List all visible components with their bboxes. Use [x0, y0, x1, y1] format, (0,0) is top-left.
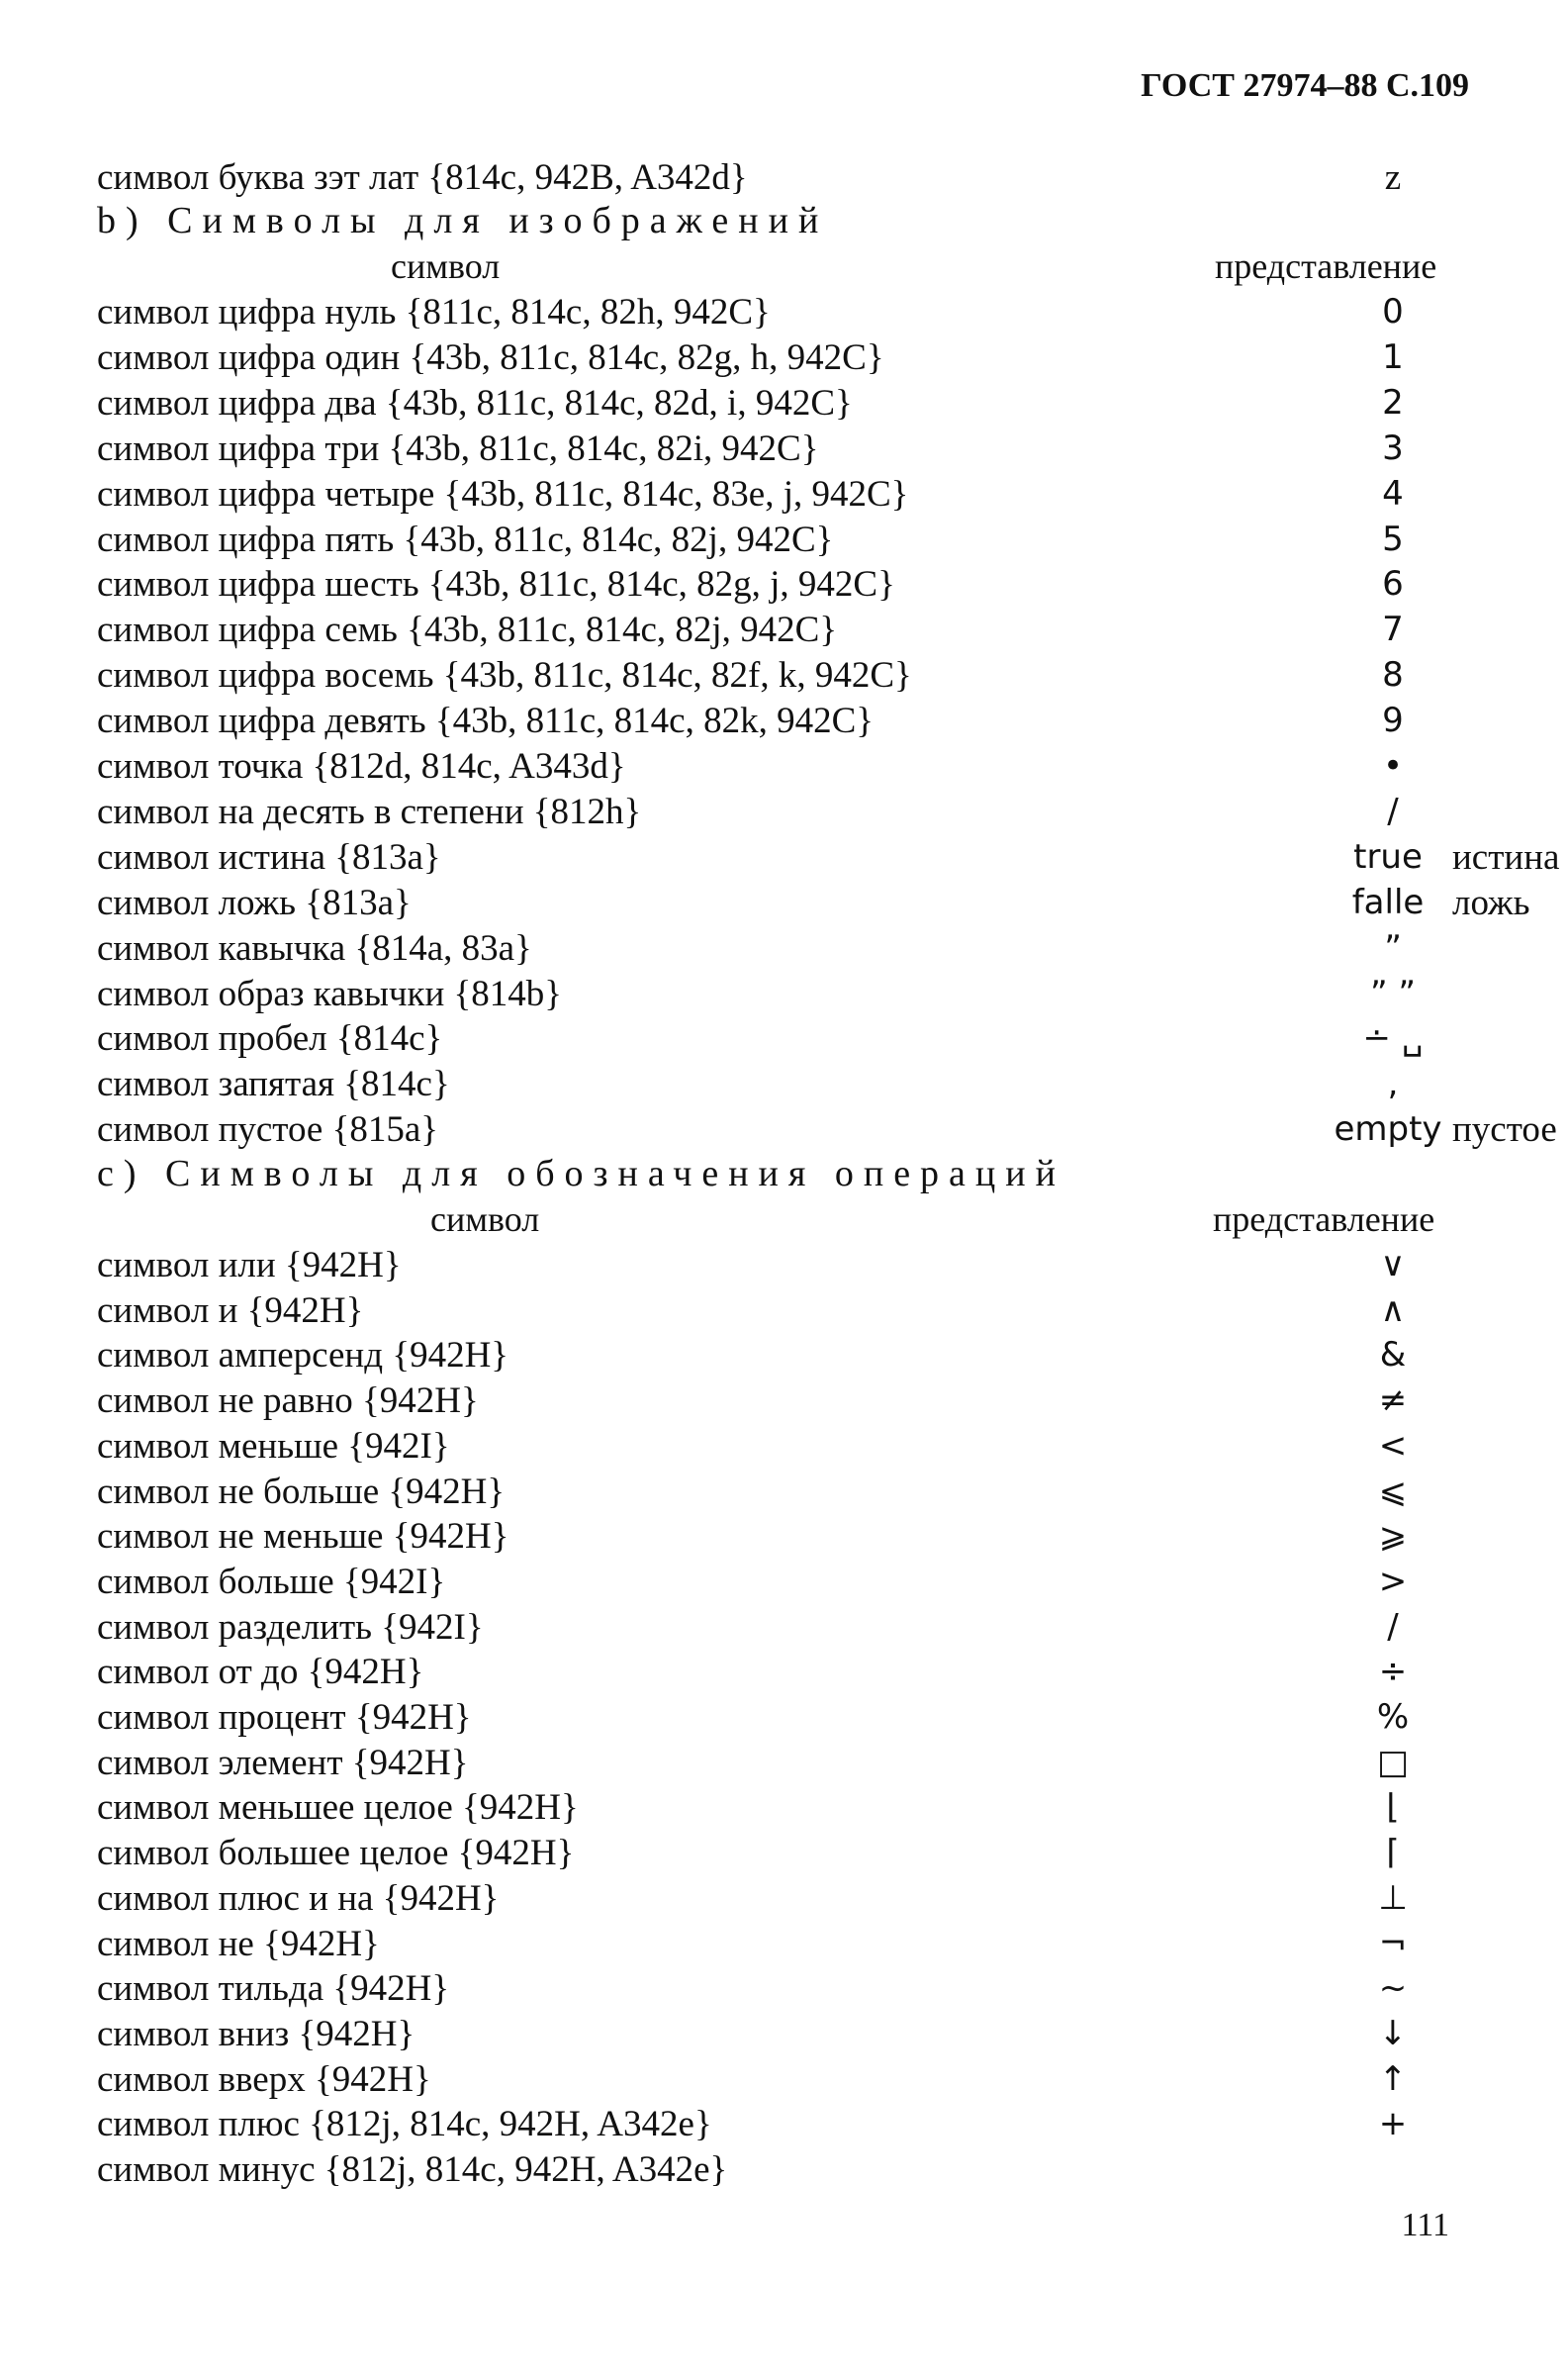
symbol-name: символ элемент {942H} — [97, 1742, 469, 1783]
symbol-repr: % — [1376, 1697, 1410, 1737]
symbol-repr: • — [1382, 746, 1404, 786]
symbol-name: символ не равно {942H} — [97, 1380, 479, 1422]
symbol-repr: ” ” — [1369, 973, 1417, 1013]
table-row — [97, 1288, 1482, 1333]
symbol-name: символ запятая {814c} — [97, 1064, 450, 1105]
symbol-name: символ минус {812j, 814c, 942H, A342e} — [97, 2149, 728, 2190]
symbol-name: символ цифра один {43b, 811c, 814c, 82g, h, 942C} — [97, 336, 884, 378]
table-row — [97, 835, 1560, 880]
symbol-name: символ цифра семь {43b, 811c, 814c, 82j, 942C} — [97, 610, 838, 651]
symbol-name: символ процент {942H} — [97, 1697, 472, 1738]
symbol-name: символ плюс {812j, 814c, 942H, A342e} — [97, 2104, 712, 2145]
symbol-name: символ меньшее целое {942H} — [97, 1787, 579, 1829]
symbol-name: символ пустое {815a} — [97, 1109, 439, 1151]
symbol-repr: falle — [1351, 882, 1425, 922]
column-header-left: символ — [391, 246, 501, 286]
symbol-repr: 2 — [1382, 382, 1404, 423]
symbol-repr: / — [1387, 791, 1399, 831]
table-row — [97, 381, 1482, 426]
symbol-repr: z — [1384, 157, 1402, 198]
symbol-repr: , — [1387, 1064, 1399, 1104]
symbol-repr-translation: ложь — [1452, 882, 1530, 923]
symbol-repr: ∨ — [1380, 1245, 1406, 1284]
symbol-repr: ↑ — [1378, 2058, 1408, 2099]
symbol-name: символ амперсенд {942H} — [97, 1335, 509, 1377]
symbol-repr: 3 — [1382, 427, 1404, 468]
symbol-name: символ на десять в степени {812h} — [97, 791, 642, 832]
table-row — [97, 427, 1482, 471]
table-row — [97, 1560, 1482, 1604]
symbol-repr-translation: пустое — [1452, 1109, 1557, 1151]
column-header-left: символ — [430, 1199, 540, 1239]
symbol-repr: 4 — [1382, 473, 1404, 514]
symbol-name: символ и {942H} — [97, 1289, 364, 1331]
table-row — [97, 1378, 1482, 1423]
symbol-name: символ плюс и на {942H} — [97, 1877, 500, 1919]
symbol-name: символ не {942H} — [97, 1923, 380, 1964]
symbol-name: символ цифра два {43b, 811c, 814c, 82d, i, 942C} — [97, 382, 853, 424]
table-row — [97, 2057, 1482, 2102]
table-row — [97, 1785, 1482, 1830]
symbol-repr: ⩽ — [1378, 1471, 1408, 1511]
symbol-name: символ или {942H} — [97, 1245, 402, 1285]
symbol-name: символ цифра восемь {43b, 811c, 814c, 82f, k, 942C} — [97, 655, 912, 697]
symbol-repr: 7 — [1382, 610, 1404, 650]
symbol-repr: ∧ — [1380, 1289, 1406, 1330]
table-row — [97, 518, 1482, 562]
table-row — [97, 1243, 1482, 1287]
symbol-name: символ цифра девять {43b, 811c, 814c, 82k, 942C} — [97, 701, 875, 742]
symbol-name: символ больше {942I} — [97, 1561, 446, 1602]
symbol-repr: & — [1379, 1335, 1407, 1376]
table-row — [97, 1966, 1482, 2011]
symbol-name: символ большее целое {942H} — [97, 1833, 575, 1874]
section-b-title: b) Символы для изображений — [97, 200, 829, 241]
symbol-name: символ точка {812d, 814c, A343d} — [97, 746, 626, 787]
table-row — [97, 290, 1482, 334]
symbol-repr: ↓ — [1378, 2013, 1408, 2053]
symbol-repr: + — [1378, 2104, 1408, 2144]
table-row — [97, 972, 1482, 1016]
table-row — [97, 699, 1482, 743]
section-c-title: c) Символы для обозначения операций — [97, 1153, 1065, 1194]
symbol-repr: > — [1378, 1561, 1408, 1601]
table-row — [97, 1922, 1482, 1966]
table-row — [97, 1107, 1557, 1152]
table-row — [97, 1650, 1482, 1694]
symbol-repr: ⌈ — [1386, 1833, 1400, 1873]
table-row — [97, 2012, 1482, 2056]
table-row — [97, 335, 1482, 380]
table-row — [97, 1470, 1482, 1514]
symbol-name: символ цифра четыре {43b, 811c, 814c, 83e, j, 942C} — [97, 473, 909, 515]
symbol-repr: ~ — [1378, 1968, 1408, 2009]
table-row — [97, 653, 1482, 698]
symbol-repr: □ — [1376, 1742, 1410, 1782]
table-row — [97, 1424, 1482, 1469]
table-row — [97, 744, 1482, 789]
symbol-name: символ цифра пять {43b, 811c, 814c, 82j, 942C} — [97, 519, 834, 560]
symbol-repr: true — [1353, 836, 1423, 877]
symbol-name: символ образ кавычки {814b} — [97, 973, 563, 1014]
symbol-repr: empty — [1334, 1109, 1442, 1150]
symbol-name: символ не больше {942H} — [97, 1471, 506, 1512]
page-header: ГОСТ 27974–88 С.109 — [1141, 67, 1469, 104]
symbol-repr: 1 — [1382, 336, 1404, 377]
page-number: 111 — [1401, 2207, 1449, 2243]
symbol-name: символ тильда {942H} — [97, 1968, 450, 2010]
symbol-repr: < — [1378, 1425, 1408, 1466]
symbol-repr: ⩾ — [1378, 1516, 1408, 1557]
symbol-name: символ вверх {942H} — [97, 2058, 431, 2100]
symbol-name: символ цифра шесть {43b, 811c, 814c, 82g, j, 942C} — [97, 564, 895, 606]
table-row — [97, 881, 1530, 925]
symbol-repr-translation: истина — [1452, 836, 1560, 878]
symbol-name: символ буква зэт лат {814c, 942B, A342d} — [97, 157, 748, 198]
symbol-name: символ вниз {942H} — [97, 2013, 415, 2054]
table-row — [97, 155, 1482, 200]
symbol-repr: ” — [1384, 927, 1402, 968]
table-row — [97, 1333, 1482, 1377]
symbol-name: символ не меньше {942H} — [97, 1516, 509, 1558]
column-header-right: представление — [1213, 1199, 1435, 1239]
table-row — [97, 562, 1482, 607]
table-row — [97, 2147, 1482, 2192]
symbol-repr: ¬ — [1378, 1923, 1408, 1963]
symbol-name: символ ложь {813a} — [97, 882, 412, 923]
table-row — [97, 472, 1482, 517]
symbol-repr: ⊥ — [1378, 1877, 1408, 1918]
symbol-repr: ÷ — [1378, 1652, 1408, 1692]
symbol-repr: 9 — [1382, 701, 1404, 741]
symbol-repr: ∸ ␣ — [1362, 1018, 1424, 1059]
table-row — [97, 1695, 1482, 1740]
symbol-name: символ пробел {814c} — [97, 1018, 443, 1060]
symbol-name: символ меньше {942I} — [97, 1425, 450, 1467]
symbol-repr: 0 — [1382, 292, 1404, 332]
symbol-name: символ разделить {942I} — [97, 1606, 484, 1648]
table-row — [97, 790, 1482, 834]
table-row — [97, 608, 1482, 652]
symbol-name: символ цифра нуль {811c, 814c, 82h, 942C} — [97, 292, 771, 332]
symbol-repr: ≠ — [1378, 1380, 1408, 1421]
table-row — [97, 1605, 1482, 1650]
symbol-name: символ кавычка {814a, 83a} — [97, 927, 532, 969]
symbol-repr: 8 — [1382, 655, 1404, 696]
table-row — [97, 1062, 1482, 1106]
column-header-right: представление — [1215, 246, 1437, 286]
table-row — [97, 1514, 1482, 1559]
symbol-repr: 5 — [1382, 519, 1404, 559]
symbol-name: символ истина {813a} — [97, 836, 441, 878]
symbol-repr: / — [1387, 1606, 1399, 1647]
table-row — [97, 1741, 1482, 1785]
symbol-repr: 6 — [1382, 564, 1404, 605]
symbol-repr: ⌊ — [1386, 1787, 1400, 1828]
symbol-name: символ цифра три {43b, 811c, 814c, 82i, 942C} — [97, 427, 819, 469]
table-row — [97, 926, 1482, 971]
table-row — [97, 1831, 1482, 1875]
table-row — [97, 1016, 1482, 1061]
table-row — [97, 1876, 1482, 1921]
table-row — [97, 2102, 1482, 2146]
symbol-name: символ от до {942H} — [97, 1652, 424, 1693]
